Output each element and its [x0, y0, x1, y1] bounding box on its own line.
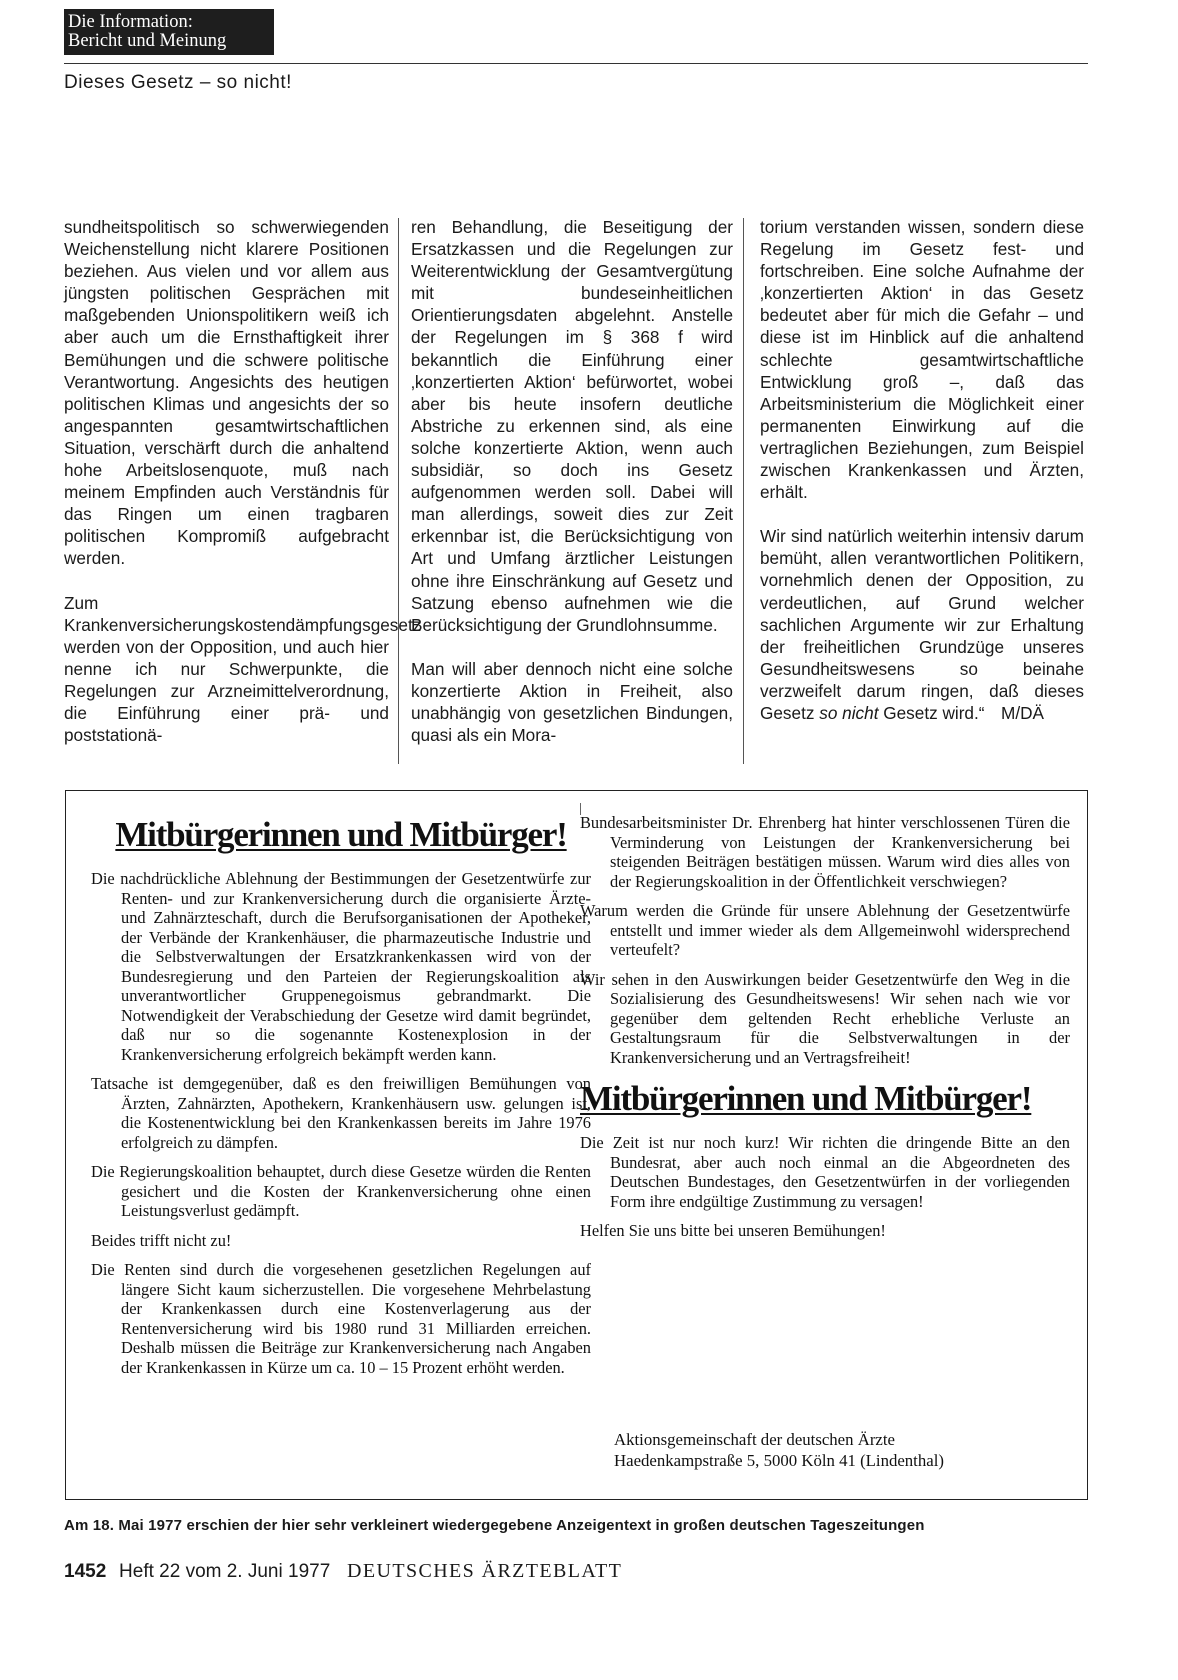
article-column-1 [64, 216, 422, 746]
article-paragraph: torium verstanden wissen, sondern diese Regelung im Gesetz fest- und fortschreiben. Eine solche Aufnahme der ‚konzertierten Aktion‘ in das Gesetz bedeutet aber für mich die Gefahr – und diese ist im Hinblick auf die anhaltend schlechte gesamtwirtschaftliche Entwicklung groß –, daß das Arbeitsministerium die Möglichkeit einer permanenten Einwirkung auf die vertraglichen Beziehungen, zum Beispiel zwischen Krankenkassen und Ärzten, erhält. [760, 217, 1084, 503]
ad-paragraph: Die nachdrückliche Ablehnung der Bestimmungen der Gesetzentwürfe zur Renten- und zur Krankenversicherung durch die organisierte Ärzte- und Zahnärzteschaft, durch die Berufsorganisationen der Apotheker, der Verbände der Krankenhäuser, die pharmazeutische Industrie und die Selbstverwaltungen der Ersatzkrankenkassen wird von der Bundesregierung und den Parteien der Regierungskoalition als unverantwortlicher Gruppenegoismus gebrandmarkt. Die Notwendigkeit der Verabschiedung der Gesetze wird damit begründet, daß nur so die sogenannte Kostenexplosion in der Krankenversicherung erfolgreich bekämpft werden kann. [91, 869, 591, 1064]
ad-right-column [580, 813, 1070, 1251]
page-footer [64, 1560, 622, 1583]
ad-paragraph: Helfen Sie uns bitte bei unseren Bemühungen! [580, 1221, 886, 1240]
ad-headline-repeat: Mitbürgerinnen und Mitbürger! [580, 1079, 1032, 1118]
ad-left-column [91, 813, 591, 1387]
kicker-line-1: Die Information: [68, 12, 193, 32]
issue-info: Heft 22 vom 2. Juni 1977 [119, 1561, 331, 1582]
article-text: Wir sind natürlich weiterhin intensiv darum bemüht, allen verantwortlichen Politikern, vornehmlich denen der Opposition, zu verdeutlichen, auf Grund welcher sachlichen Argumente wir zur Erhaltung der freiheitlichen Grundzüge unseres Gesundheitswesens so beinahe verzweifelt darum ringen, daß dieses Gesetz [760, 526, 1084, 723]
article-paragraph: Man will aber dennoch nicht eine solche konzertierte Aktion in Freiheit, also unabhängig von gesetzlichen Bindungen, quasi als ein Mora- [411, 658, 733, 746]
article-column-2 [411, 216, 733, 746]
article-text: Gesetz wird.“ [883, 702, 985, 723]
section-kicker [64, 9, 274, 55]
advertisement-box [65, 790, 1088, 1500]
ad-paragraph: Tatsache ist demgegenüber, daß es den freiwilligen Bemühungen von Ärzten, Zahnärzten, Apothekern, Krankenhäusern usw. gelungen ist, die Kostenentwicklung bei den Krankenkassen bereits im Jahre 1976 erfolgreich zu dämpfen. [91, 1074, 591, 1152]
article-paragraph: sundheitspolitisch so schwerwiegenden Weichenstellung nicht klarere Positionen beziehen. Aus vielen und vor allem aus jüngsten politischen Gesprächen mit maßgebenden Unionspolitikern weiß ich aber auch um die Ernsthaftigkeit ihrer Bemühungen und die schwere politische Verantwortung. Angesichts des heutigen politischen Klimas und angesichts der so angespannten gesamtwirtschaftlichen Situation, verschärft durch die anhaltend hohe Arbeitslosenquote, muß nach meinem Empfinden auch Verständnis für das Ringen um einen tragbaren politischen Kompromiß aufgebracht werden. [64, 217, 389, 569]
ad-signature-org: Aktionsgemeinschaft der deutschen Ärzte [614, 1430, 895, 1449]
ad-paragraph: Die Zeit ist nur noch kurz! Wir richten die dringende Bitte an den Bundesrat, aber auch noch einmal an die Abgeordneten des Deutschen Bundestages, den Gesetzentwürfen in der vorliegenden Form ihre endgültige Zustimmung zu versagen! [580, 1133, 1070, 1211]
author-signature: M/DÄ [1001, 702, 1044, 723]
ad-paragraph: Warum werden die Gründe für unsere Ablehnung der Gesetzentwürfe entstellt und immer wieder als dem Allgemeinwohl widersprechend verteufelt? [580, 901, 1070, 959]
ad-signature-address: Haedenkampstraße 5, 5000 Köln 41 (Lindenthal) [614, 1451, 944, 1470]
article-paragraph: Zum Krankenversicherungskostendämpfungsgesetz werden von der Opposition, und auch hier nenne ich nur Schwerpunkte, die Regelungen zur Arzneimittelverordnung, die Einführung einer prä- und poststationä- [64, 592, 422, 746]
column-divider [398, 218, 399, 764]
article-headline: Dieses Gesetz – so nicht! [64, 72, 292, 93]
emphasis-text: so nicht [819, 702, 879, 723]
ad-paragraph: Beides trifft nicht zu! [91, 1230, 232, 1250]
ad-paragraph: Die Renten sind durch die vorgesehenen gesetzlichen Regelungen auf längere Sicht kaum sicherzustellen. Die vorgesehene Mehrbelastung der Krankenkassen durch eine Kostenverlagerung aus der Rentenversicherung wird bis 1980 rund 31 Milliarden erreichen. Deshalb müssen die Beiträge zur Krankenversicherung nach Angaben der Krankenkassen in Kürze um ca. 10 – 15 Prozent erhöht werden. [91, 1260, 591, 1377]
ad-paragraph: Die Regierungskoalition behauptet, durch diese Gesetze würden die Renten gesichert und die Kosten der Krankenversicherung ohne einen Leistungsverlust gedämpft. [91, 1162, 591, 1220]
kicker-line-2: Bericht und Meinung [68, 31, 227, 51]
article-column-3 [760, 216, 1084, 724]
ad-signature [614, 1429, 944, 1471]
column-divider [743, 218, 744, 764]
article-paragraph-final [760, 525, 1084, 724]
page-number: 1452 [64, 1561, 107, 1582]
journal-name: DEUTSCHES ÄRZTEBLATT [347, 1560, 623, 1582]
ad-headline: Mitbürgerinnen und Mitbürger! [115, 815, 567, 854]
ad-paragraph: Wir sehen in den Auswirkungen beider Gesetzentwürfe den Weg in die Sozialisierung des Gesundheitswesens! Wir sehen nach wie vor gegenüber dem geltenden Recht erhebliche Verluste an Gestaltungsraum für die Selbstverwaltungen in der Krankenversicherung und an Vertragsfreiheit! [580, 969, 1070, 1067]
ad-paragraph: Bundesarbeitsminister Dr. Ehrenberg hat hinter verschlossenen Türen die Verminderung von Leistungen der Krankenversicherung bei steigenden Beiträgen bestätigen müssen. Warum wird dies alles von der Regierungskoalition in der Öffentlichkeit verschwiegen? [580, 813, 1070, 891]
article-paragraph: ren Behandlung, die Beseitigung der Ersatzkassen und die Regelungen zur Weiterentwicklung der Gesamtvergütung mit bundeseinheitlichen Orientierungsdaten abgelehnt. Anstelle der Regelungen im § 368 f wird bekanntlich die Einführung einer ‚konzertierten Aktion‘ befürwortet, wobei aber bis heute insofern deutliche Abstriche zu erkennen sind, als eine solche konzertierte Aktion, wenn auch subsidiär, so doch ins Gesetz aufgenommen werden soll. Dabei will man allerdings, soweit dies zur Zeit erkennbar ist, die Berücksichtigung von Art und Umfang ärztlicher Leistungen ohne ihre Einschränkung auf Gesetz und Satzung ebenso aufnehmen wie die Berücksichtigung der Grundlohnsumme. [411, 217, 733, 635]
ad-caption: Am 18. Mai 1977 erschien der hier sehr verkleinert wiedergegebene Anzeigentext in großen deutschen Tageszeitungen [64, 1517, 925, 1534]
header-rule [64, 63, 1088, 64]
